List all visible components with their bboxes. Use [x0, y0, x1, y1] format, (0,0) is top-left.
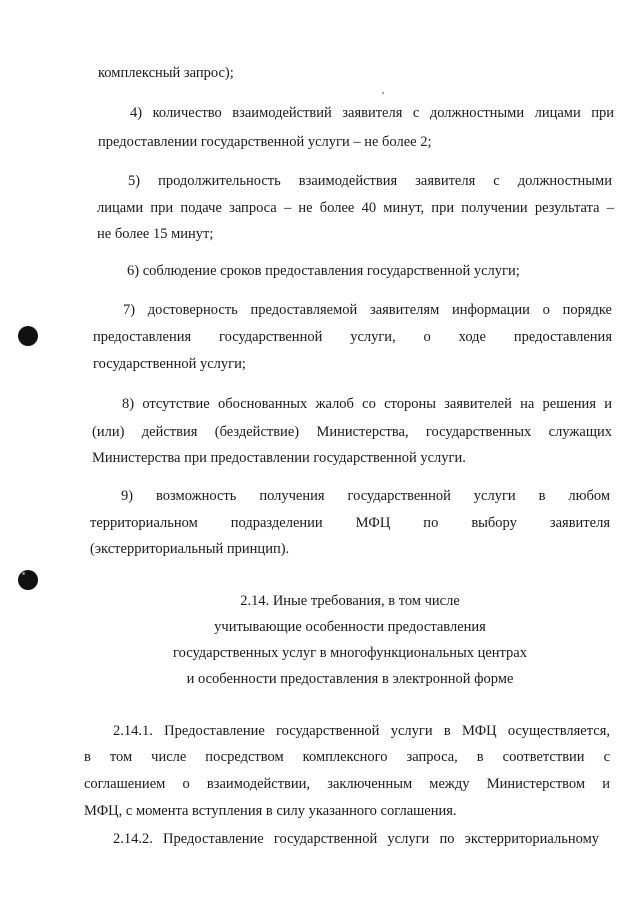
item9-line2: территориальном подразделении МФЦ по выбору заявителя	[90, 515, 610, 531]
item7-line3: государственной услуги;	[93, 356, 246, 372]
para-2-14-1-line4: МФЦ, с момента вступления в силу указанного соглашения.	[84, 803, 457, 819]
top-fragment: комплексный запрос);	[98, 65, 234, 81]
scan-speck	[382, 92, 384, 94]
para-2-14-1-line3: соглашением о взаимодействии, заключенным между Министерством и	[84, 776, 610, 792]
item8-line2: (или) действия (бездействие) Министерства, государственных служащих	[92, 424, 612, 440]
item7-line2: предоставления государственной услуги, о ходе предоставления	[93, 329, 612, 345]
punch-hole-top	[18, 326, 38, 346]
item5-line3: не более 15 минут;	[97, 226, 214, 242]
section-heading-line1: 2.14. Иные требования, в том числе	[240, 593, 460, 609]
item8-line1: 8) отсутствие обоснованных жалоб со стороны заявителей на решения и	[122, 396, 612, 412]
section-heading-line2: учитывающие особенности предоставления	[214, 619, 486, 635]
para-2-14-1-line2: в том числе посредством комплексного запроса, в соответствии с	[84, 749, 610, 765]
section-heading-line3: государственных услуг в многофункциональных центрах	[173, 645, 527, 661]
item4-line1: 4) количество взаимодействий заявителя с должностными лицами при	[130, 105, 614, 121]
scan-speck	[22, 572, 25, 575]
item5-line2: лицами при подаче запроса – не более 40 минут, при получении результата –	[97, 200, 614, 216]
item9-line3: (экстерриториальный принцип).	[90, 541, 290, 557]
punch-hole-bottom	[18, 570, 38, 590]
item9-line1: 9) возможность получения государственной услуги в любом	[121, 488, 610, 504]
item8-line3: Министерства при предоставлении государственной услуги.	[92, 450, 466, 466]
para-2-14-2-line1: 2.14.2. Предоставление государственной услуги по экстерриториальному	[113, 831, 599, 847]
item5-line1: 5) продолжительность взаимодействия заявителя с должностными	[128, 173, 612, 189]
item7-line1: 7) достоверность предоставляемой заявителям информации о порядке	[123, 302, 612, 318]
para-2-14-1-line1: 2.14.1. Предоставление государственной услуги в МФЦ осуществляется,	[113, 723, 610, 739]
item4-line2: предоставлении государственной услуги – не более 2;	[98, 134, 432, 150]
section-heading-line4: и особенности предоставления в электронной форме	[186, 671, 514, 687]
item6-line1: 6) соблюдение сроков предоставления государственной услуги;	[127, 263, 520, 279]
